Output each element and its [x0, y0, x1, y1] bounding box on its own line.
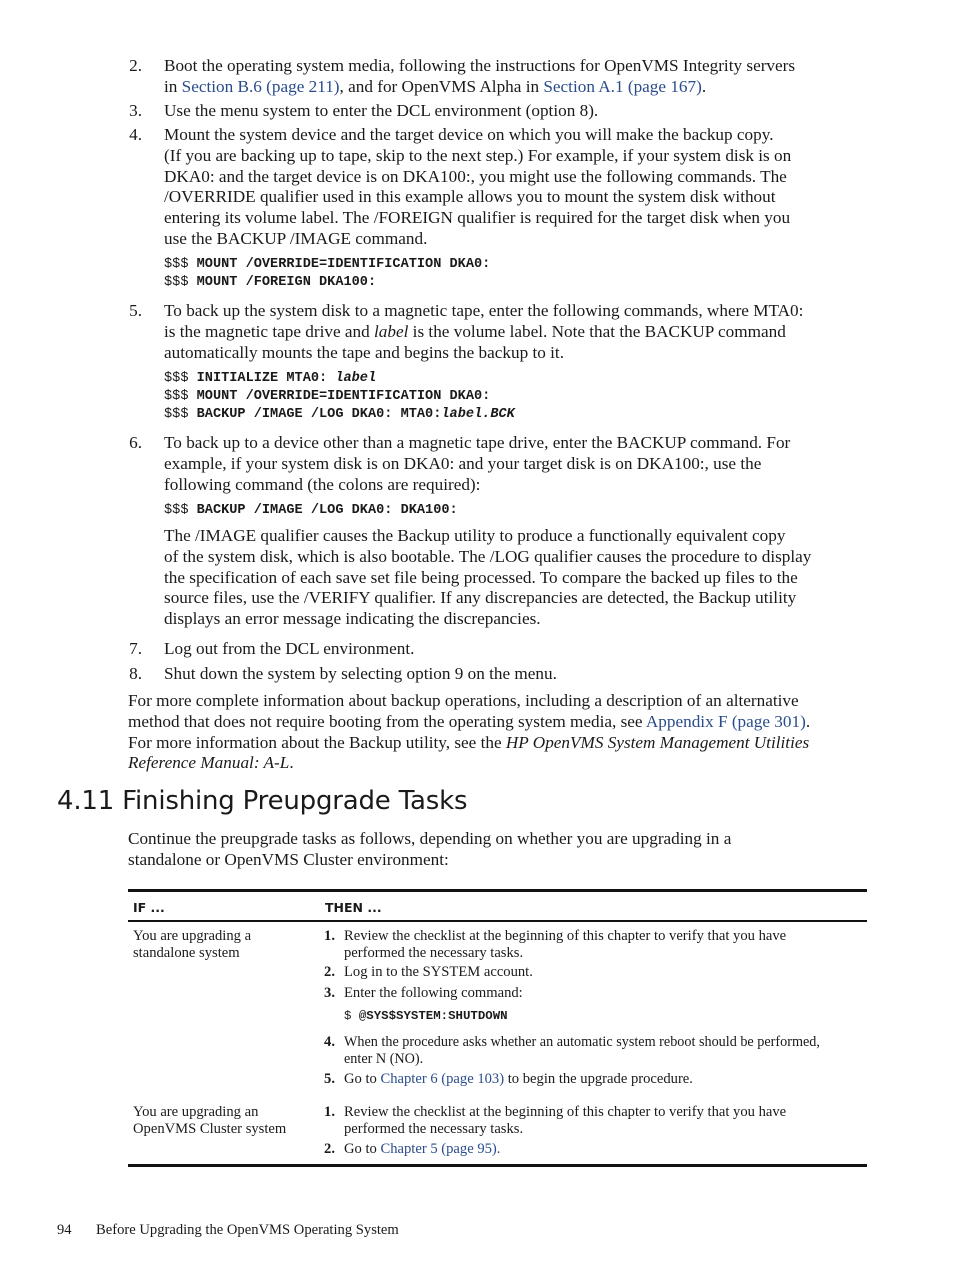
italic-term: label — [374, 321, 409, 341]
page-number: 94 — [57, 1222, 72, 1238]
text-line: performed the necessary tasks. — [344, 1121, 524, 1138]
table-header-then: THEN ... — [325, 900, 382, 915]
row-2-step-2 — [344, 1141, 500, 1158]
text-span: . — [289, 753, 294, 773]
table-header-if: IF ... — [133, 900, 165, 915]
prompt: $$$ — [164, 275, 197, 290]
table-header-rule — [128, 920, 867, 922]
text-line: For more complete information about backup operations, including a description of an alternative — [128, 691, 799, 710]
list-number: 3. — [324, 985, 335, 1001]
text-line: Review the checklist at the beginning of this chapter to verify that you have — [344, 928, 787, 944]
command: MOUNT /OVERRIDE=IDENTIFICATION DKA0: — [196, 389, 491, 404]
step-5-text — [164, 301, 803, 363]
row-2-condition — [133, 1104, 286, 1138]
text-line: (If you are backing up to tape, skip to the next step.) For example, if your system disk is on — [164, 145, 792, 165]
text-line: You are upgrading an — [133, 1104, 259, 1120]
code-block — [164, 256, 490, 292]
code-line — [164, 256, 490, 274]
text-line — [128, 712, 810, 733]
text-span: method that does not require booting from the operating system media, see — [128, 711, 646, 731]
section-intro — [128, 829, 731, 871]
step-number: 3. — [129, 101, 142, 120]
chapter-6-link[interactable]: Chapter 6 (page 103) — [380, 1071, 505, 1087]
command: MOUNT /FOREIGN DKA100: — [196, 275, 377, 290]
appendix-f-link[interactable]: Appendix F (page 301) — [645, 711, 806, 731]
row-1-step-4 — [344, 1034, 820, 1068]
command: BACKUP /IMAGE /LOG DKA0: MTA0: — [196, 407, 442, 422]
row-1-step-2: Log in to the SYSTEM account. — [344, 964, 533, 980]
code-line — [164, 370, 515, 388]
step-number: 8. — [129, 664, 142, 683]
code-block — [164, 370, 515, 424]
list-number: 4. — [324, 1034, 335, 1050]
code-line — [164, 388, 515, 406]
text-line: performed the necessary tasks. — [344, 945, 524, 962]
text-line: The /IMAGE qualifier causes the Backup utility to produce a functionally equivalent copy — [164, 526, 786, 545]
text-line — [128, 733, 810, 754]
table-bottom-rule — [128, 1164, 867, 1167]
step-2-text — [164, 56, 795, 98]
text-line: standalone system — [133, 945, 240, 962]
text-line: OpenVMS Cluster system — [133, 1121, 287, 1138]
text-span: , and for OpenVMS Alpha in — [339, 76, 544, 96]
manual-title: Reference Manual: A-L — [128, 753, 290, 773]
step-number: 5. — [129, 301, 142, 320]
section-a1-link[interactable]: Section A.1 (page 167) — [543, 76, 702, 96]
prompt: $$$ — [164, 389, 197, 404]
prompt: $$$ — [164, 371, 197, 386]
text-span: Go to — [344, 1071, 381, 1087]
step-2-line-1: Boot the operating system media, following the instructions for OpenVMS Integrity servers — [164, 56, 796, 75]
list-number: 2. — [324, 964, 335, 980]
step-8-text: Shut down the system by selecting option 9 on the menu. — [164, 664, 557, 683]
text-line: To back up to a device other than a magnetic tape drive, enter the BACKUP command. For — [164, 433, 791, 452]
step-7-text: Log out from the DCL environment. — [164, 639, 415, 658]
running-footer-title: Before Upgrading the OpenVMS Operating System — [96, 1222, 399, 1238]
prompt: $ — [344, 1009, 359, 1023]
text-line — [128, 753, 810, 774]
list-number: 5. — [324, 1071, 335, 1087]
command-arg: label — [335, 371, 377, 386]
text-line — [164, 322, 803, 343]
code-block — [164, 502, 458, 520]
row-1-condition — [133, 928, 251, 962]
prompt: $$$ — [164, 503, 197, 518]
step-2-line-2 — [164, 77, 795, 98]
code-line — [164, 406, 515, 424]
step-3-text: Use the menu system to enter the DCL environment (option 8). — [164, 101, 599, 120]
list-number: 1. — [324, 928, 335, 944]
text-line: DKA0: and the target device is on DKA100:, you might use the following commands. The — [164, 166, 787, 186]
text-line: Continue the preupgrade tasks as follows, depending on whether you are upgrading in a — [128, 829, 732, 848]
row-1-step-3: Enter the following command: — [344, 985, 523, 1001]
text-line: To back up the system disk to a magnetic tape, enter the following commands, where MTA0: — [164, 301, 804, 320]
prompt: $$$ — [164, 257, 197, 272]
command: @SYS$SYSTEM:SHUTDOWN — [358, 1009, 508, 1023]
row-1-step-5 — [344, 1071, 693, 1088]
command: MOUNT /OVERRIDE=IDENTIFICATION DKA0: — [196, 257, 491, 272]
chapter-5-link[interactable]: Chapter 5 (page 95). — [380, 1141, 501, 1157]
step-number: 6. — [129, 433, 142, 452]
step-6-text — [164, 433, 790, 495]
step-number: 7. — [129, 639, 142, 658]
text-line: following command (the colons are required): — [164, 474, 481, 494]
text-span: Go to — [344, 1141, 381, 1157]
more-info-paragraph — [128, 691, 810, 774]
text-line: /OVERRIDE qualifier used in this example allows you to mount the system disk without — [164, 187, 776, 207]
command: INITIALIZE MTA0: — [196, 371, 336, 386]
manual-title: HP OpenVMS System Management Utilities — [505, 732, 810, 752]
text-line: enter N (NO). — [344, 1051, 424, 1068]
section-b6-link[interactable]: Section B.6 (page 211) — [181, 76, 340, 96]
row-2-step-1 — [344, 1104, 786, 1138]
code-line — [164, 274, 490, 292]
table-top-rule — [128, 889, 867, 892]
list-number: 1. — [324, 1104, 335, 1120]
text-span: . — [701, 76, 707, 96]
section-heading: 4.11 Finishing Preupgrade Tasks — [57, 786, 468, 816]
text-line: standalone or OpenVMS Cluster environment: — [128, 849, 449, 869]
text-line: Mount the system device and the target device on which you will make the backup copy. — [164, 125, 774, 144]
command: BACKUP /IMAGE /LOG DKA0: DKA100: — [196, 503, 458, 518]
row-1-step-1 — [344, 928, 786, 962]
text-span: in — [164, 76, 182, 96]
text-line: the specification of each save set file being processed. To compare the backed up files to the — [164, 567, 798, 587]
text-line: source files, use the /VERIFY qualifier. If any discrepancies are detected, the Backup utility — [164, 588, 797, 608]
command-arg: label.BCK — [441, 407, 515, 422]
text-line: Review the checklist at the beginning of this chapter to verify that you have — [344, 1104, 787, 1120]
text-span: For more information about the Backup utility, see the — [128, 732, 506, 752]
step-4-text — [164, 125, 791, 250]
shutdown-command — [344, 1009, 508, 1023]
text-line: When the procedure asks whether an automatic system reboot should be performed, — [344, 1034, 820, 1050]
text-span: is the volume label. Note that the BACKUP command — [408, 321, 786, 341]
text-span: is the magnetic tape drive and — [164, 321, 374, 341]
step-number: 2. — [129, 56, 142, 75]
step-number: 4. — [129, 125, 142, 144]
step-6-explanation — [164, 526, 811, 630]
code-line — [164, 502, 458, 520]
text-span: . — [805, 711, 811, 731]
text-line: of the system disk, which is also bootable. The /LOG qualifier causes the procedure to display — [164, 546, 812, 566]
list-number: 2. — [324, 1141, 335, 1157]
text-line: You are upgrading a — [133, 928, 252, 944]
text-line: displays an error message indicating the discrepancies. — [164, 609, 541, 629]
text-line: use the BACKUP /IMAGE command. — [164, 228, 428, 248]
text-line: automatically mounts the tape and begins the backup to it. — [164, 342, 564, 362]
text-line: entering its volume label. The /FOREIGN qualifier is required for the target disk when you — [164, 208, 791, 228]
prompt: $$$ — [164, 407, 197, 422]
text-line: example, if your system disk is on DKA0: and your target disk is on DKA100:, use the — [164, 453, 762, 473]
text-span: to begin the upgrade procedure. — [504, 1071, 693, 1087]
